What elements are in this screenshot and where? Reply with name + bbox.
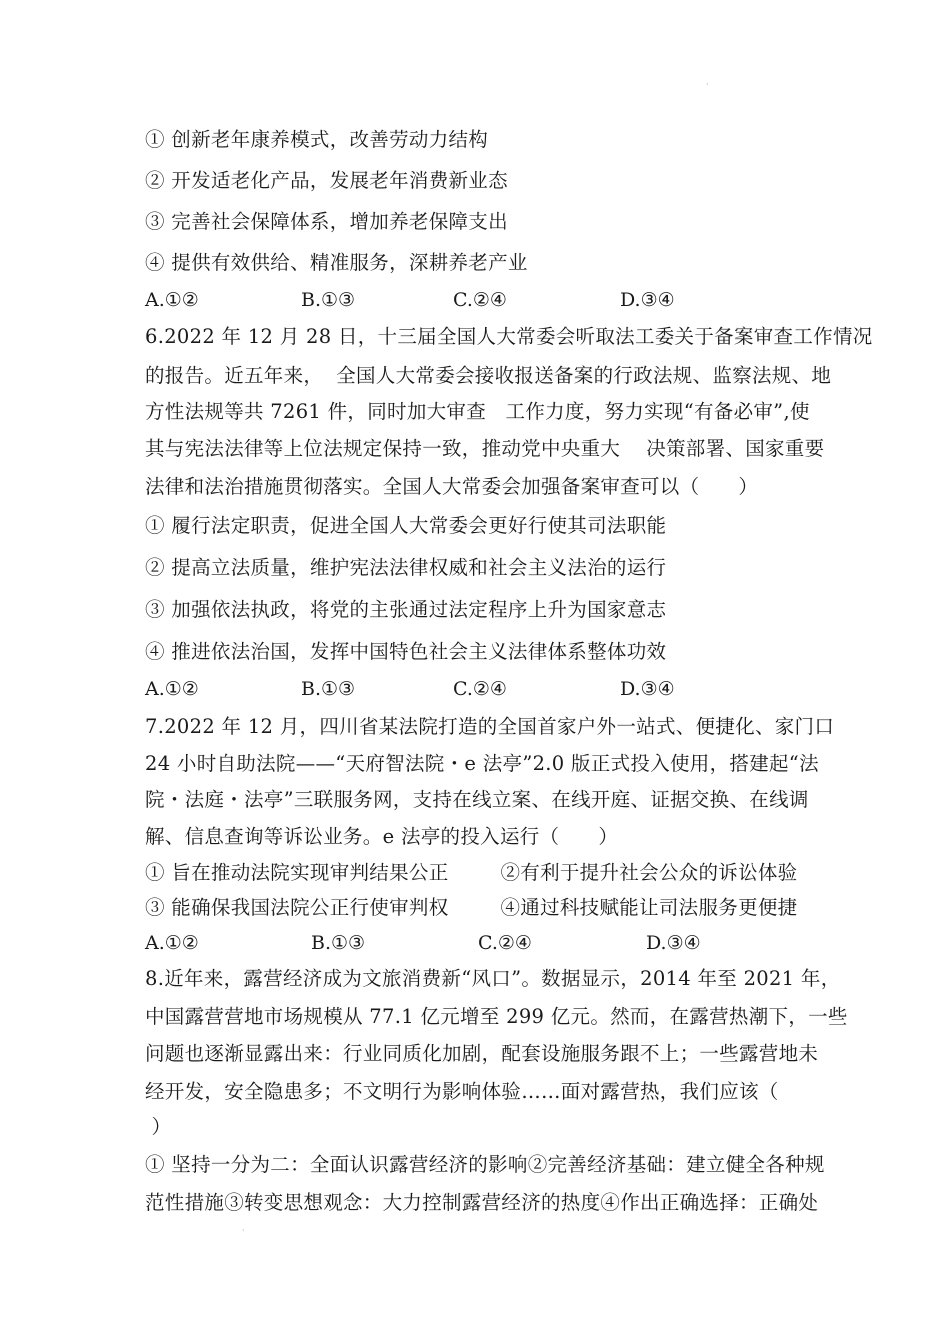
- q7-item-row-1: ① 旨在推动法院实现审判结果公正 ②有利于提升社会公众的诉讼体验: [145, 861, 798, 884]
- q6-stem-line-3: 方性法规等共 7261 件，同时加大审查 工作力度，努力实现“有备必审”,使: [145, 400, 810, 423]
- q5-option-a: A.①②: [145, 289, 199, 311]
- q6-option-a: A.①②: [145, 678, 199, 700]
- q5-item-2: ② 开发适老化产品，发展老年消费新业态: [145, 169, 508, 192]
- q6-item-2: ② 提高立法质量，维护宪法法律权威和社会主义法治的运行: [145, 556, 667, 579]
- q7-stem-line-2: 24 小时自助法院——“天府智法院・e 法亭”2.0 版正式投入使用，搭建起“法: [145, 752, 819, 775]
- q7-stem-line-3: 院・法庭・法亭”三联服务网，支持在线立案、在线开庭、证据交换、在线调: [145, 788, 809, 811]
- q5-option-d: D.③④: [620, 289, 675, 311]
- q8-stem-line-4: 经开发，安全隐患多；不文明行为影响体验……面对露营热，我们应该（: [145, 1080, 779, 1103]
- q8-item-line-1: ① 坚持一分为二：全面认识露营经济的影响②完善经济基础：建立健全各种规: [145, 1153, 825, 1176]
- q6-stem-line-2: 的报告。近五年来， 全国人大常委会接收报送备案的行政法规、监察法规、地: [145, 364, 832, 387]
- q6-stem-line-5: 法律和法治措施贯彻落实。全国人大常委会加强备案审查可以（ ）: [145, 475, 759, 498]
- q6-option-d: D.③④: [620, 678, 675, 700]
- q7-option-c: C.②④: [478, 932, 532, 954]
- q7-item-row-2: ③ 能确保我国法院公正行使审判权 ④通过科技赋能让司法服务更便捷: [145, 896, 798, 919]
- q6-stem-line-1: 6.2022 年 12 月 28 日，十三届全国人大常委会听取法工委关于备案审查工作情况: [145, 325, 873, 348]
- q6-item-4: ④ 推进依法治国，发挥中国特色社会主义法律体系整体功效: [145, 640, 667, 663]
- q5-option-c: C.②④: [453, 289, 507, 311]
- q5-item-3: ③ 完善社会保障体系，增加养老保障支出: [145, 210, 508, 233]
- q8-stem-line-5: ）: [145, 1115, 172, 1138]
- scan-mark: ·: [242, 1226, 245, 1235]
- q6-option-b: B.①③: [301, 678, 356, 700]
- q5-item-4: ④ 提供有效供给、精准服务，深耕养老产业: [145, 251, 528, 274]
- q7-option-b: B.①③: [311, 932, 366, 954]
- q7-option-a: A.①②: [145, 932, 199, 954]
- q6-item-1: ① 履行法定职责，促进全国人大常委会更好行使其司法职能: [145, 514, 667, 537]
- q5-option-b: B.①③: [301, 289, 356, 311]
- q7-stem-line-4: 解、信息查询等诉讼业务。e 法亭的投入运行（ ）: [145, 825, 619, 848]
- q8-stem-line-3: 问题也逐渐显露出来：行业同质化加剧，配套设施服务跟不上；一些露营地未: [145, 1042, 819, 1065]
- q6-stem-line-4: 其与宪法法律等上位法规定保持一致，推动党中央重大 决策部署、国家重要: [145, 437, 825, 460]
- q6-item-3: ③ 加强依法执政，将党的主张通过法定程序上升为国家意志: [145, 598, 667, 621]
- q8-item-line-2: 范性措施③转变思想观念：大力控制露营经济的热度④作出正确选择：正确处: [145, 1191, 819, 1214]
- q6-option-c: C.②④: [453, 678, 507, 700]
- q5-item-1: ① 创新老年康养模式，改善劳动力结构: [145, 128, 489, 151]
- scan-mark: ·: [706, 80, 709, 89]
- q7-stem-line-1: 7.2022 年 12 月，四川省某法院打造的全国首家户外一站式、便捷化、家门口: [145, 715, 835, 738]
- q8-stem-line-2: 中国露营营地市场规模从 77.1 亿元增至 299 亿元。然而，在露营热潮下，一些: [145, 1005, 848, 1028]
- q7-option-d: D.③④: [646, 932, 701, 954]
- q8-stem-line-1: 8.近年来，露营经济成为文旅消费新“风口”。数据显示，2014 年至 2021 年，: [145, 967, 841, 990]
